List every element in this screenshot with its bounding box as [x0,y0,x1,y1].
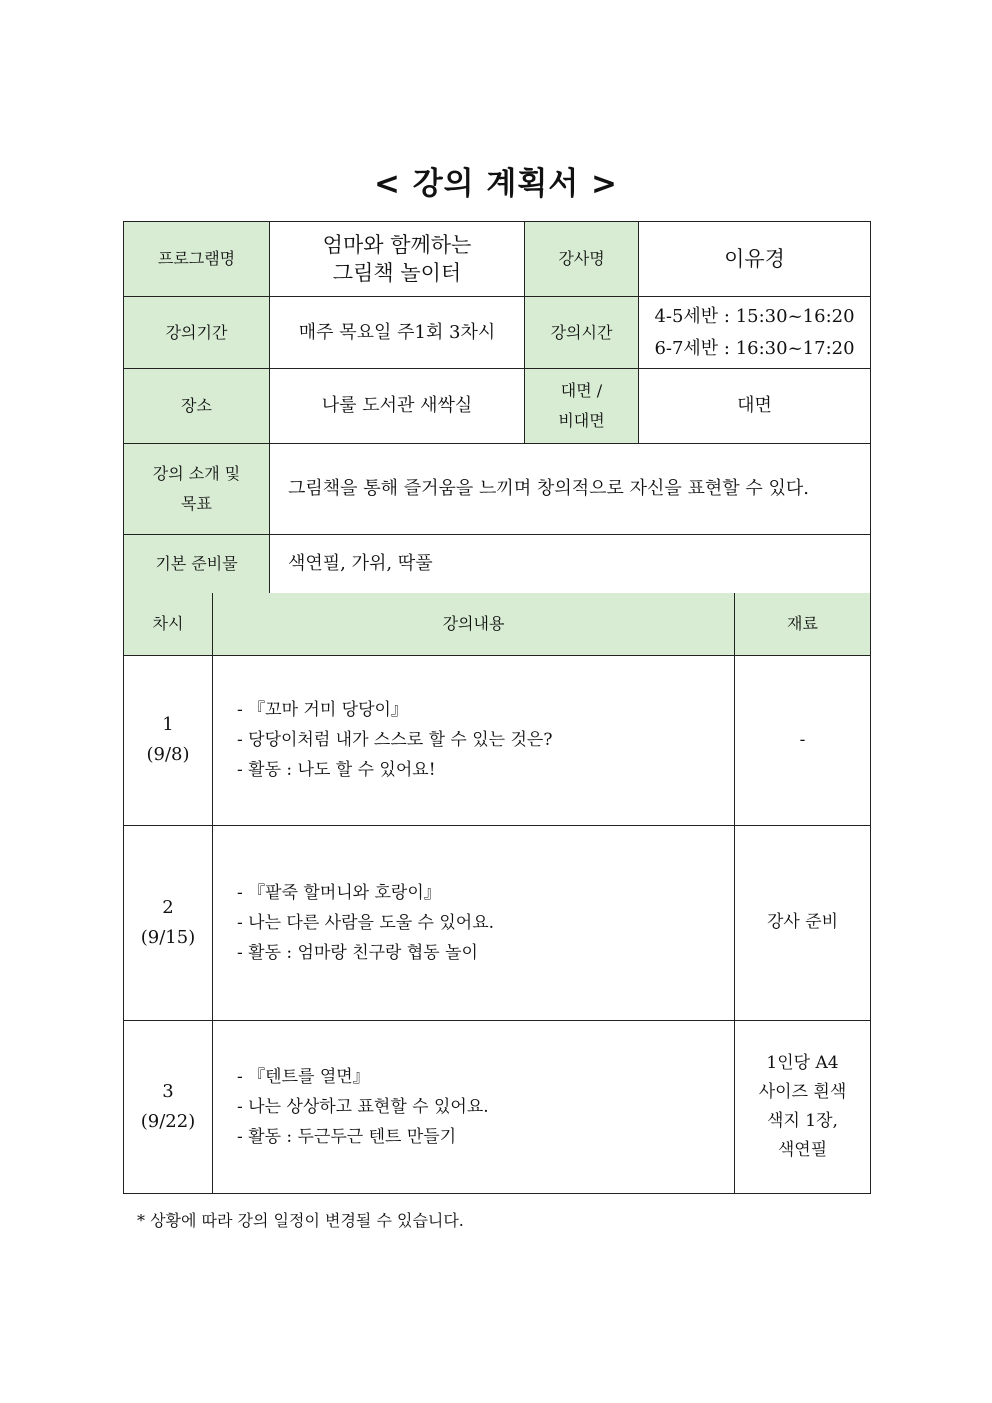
table-row [124,1020,871,1193]
intro-label: 강의 소개 및 목표 [124,444,270,535]
material-header: 재료 [735,593,871,655]
table-row [124,655,871,825]
info-table [123,221,871,594]
period-value: 매주 목요일 주1회 3차시 [270,297,525,369]
content-header: 강의내용 [213,593,735,655]
supplies-label: 기본 준비물 [124,535,270,594]
instructor-value: 이유경 [639,222,871,297]
program-label: 프로그램명 [124,222,270,297]
footnote: * 상황에 따라 강의 일정이 변경될 수 있습니다. [137,1211,464,1230]
session-content: - 『팥죽 할머니와 호랑이』 - 나는 다른 사람을 도울 수 있어요. - 활동 : 엄마랑 친구랑 협동 놀이 [213,825,735,1020]
session-number: 3 (9/22) [124,1020,213,1193]
session-header: 차시 [124,593,213,655]
period-label: 강의기간 [124,297,270,369]
session-content: - 『텐트를 열면』 - 나는 상상하고 표현할 수 있어요. - 활동 : 두근두근 텐트 만들기 [213,1020,735,1193]
sessions-table [123,593,871,1194]
session-number: 1 (9/8) [124,655,213,825]
session-content: - 『꼬마 거미 당당이』 - 당당이처럼 내가 스스로 할 수 있는 것은? - 활동 : 나도 할 수 있어요! [213,655,735,825]
session-material: 강사 준비 [735,825,871,1020]
instructor-label: 강사명 [525,222,639,297]
intro-value: 그림책을 통해 즐거움을 느끼며 창의적으로 자신을 표현할 수 있다. [270,444,871,535]
session-material: - [735,655,871,825]
time-value: 4-5세반 : 15:30~16:20 6-7세반 : 16:30~17:20 [639,297,871,369]
session-material: 1인당 A4 사이즈 흰색 색지 1장, 색연필 [735,1020,871,1193]
place-value: 나룰 도서관 새싹실 [270,369,525,444]
supplies-value: 색연필, 가위, 딱풀 [270,535,871,594]
time-label: 강의시간 [525,297,639,369]
program-value: 엄마와 함께하는 그림책 놀이터 [270,222,525,297]
place-label: 장소 [124,369,270,444]
mode-value: 대면 [639,369,871,444]
page-title: < 강의 계획서 > [373,166,619,202]
table-row [124,825,871,1020]
mode-label: 대면 / 비대면 [525,369,639,444]
session-number: 2 (9/15) [124,825,213,1020]
